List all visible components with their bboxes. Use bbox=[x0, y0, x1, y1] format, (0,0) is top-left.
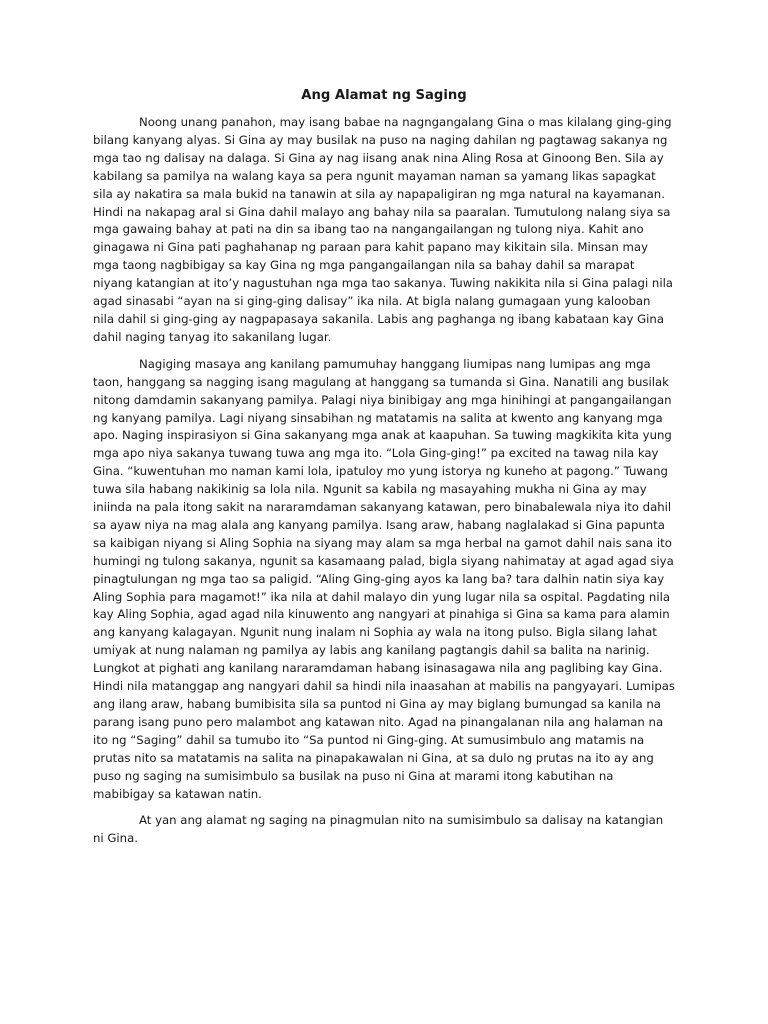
document-title: Ang Alamat ng Saging bbox=[301, 88, 467, 103]
paragraph-3: At yan ang alamat ng saging na pinagmulan nito na sumisimbulo sa dalisay na katangian ni Gina. bbox=[93, 813, 664, 846]
document-body bbox=[93, 86, 675, 857]
paragraph-2: Nagiging masaya ang kanilang pamumuhay hanggang liumipas nang lumipas ang mga taon, hanggang sa nagging isang magulang at hanggang sa tumanda si Gina. Nanatili ang busilak nitong damdamin sakanyang pamilya. Palagi niya binibigay ang mga hinihingi at pangangailangan ng kanyang pamilya. Lagi niyang sinsabihan ng matatamis na salita at kwento ang kanyang mga apo. Naging inspirasiyon si Gina sakanyang mga anak at kaapuhan. Sa tuwing magkikita kita yung mga apo niya sakanya tuwang tuwa ang mga ito. “Lola Ging-ging!” pa excited na tawag nila kay Gina. “kuwentuhan mo naman kami lola, ipatuloy mo yung istorya ng kuneho at pagong.” Tuwang tuwa sila habang nakikinig sa lola nila. Ngunit sa kabila ng masayahing mukha ni Gina ay may iniinda na pala itong sakit na nararamdaman sakanyang katawan, pero binabalewala niya ito dahil sa ayaw niya na mag alala ang kanyang pamilya. Isang araw, habang naglalakad si Gina papunta sa kaibigan niyang si Aling Sophia na siyang may alam sa mga herbal na gamot dahil nais sana ito humingi ng tulong sakanya, ngunit sa kasamaang palad, bigla siyang nahimatay at agad agad siya pinagtulungan ng mga tao sa paligid. “Aling Ging-ging ayos ka lang ba? tara dalhin natin siya kay Aling Sophia para magamot!” ika nila at dahil malayo din yung lugar nila sa ospital. Pagdating nila kay Aling Sophia, agad agad nila kinuwento ang nangyari at pinahiga si Gina sa kama para alamin ang kanyang kalagayan. Ngunit nung inalam ni Sophia ay wala na itong pulso. Bigla silang lahat umiyak at nung nalaman ng pamilya ay labis ang kanilang pagtangis dahil sa balita na narinig. Lungkot at pighati ang kanilang nararamdaman habang isinasagawa nila ang paglibing kay Gina. Hindi nila matanggap ang nangyari dahil sa hindi nila inaasahan at mabilis na pangyayari. Lumipas ang ilang araw, habang bumibisita sila sa puntod ni Gina ay may biglang bumungad sa kanila na parang isang puno pero malambot ang katawan nito. Agad na pinangalanan nila ang halaman na ito ng “Saging” dahil sa tumubo ito “Sa puntod ni Ging-ging. At sumusimbulo ang matamis na prutas nito sa matatamis na salita na pinapakawalan ni Gina, at sa dulo ng prutas na ito ay ang puso ng saging na sumisimbulo sa busilak na puso ni Gina at marami itong kabutihan na mabibigay sa katawan natin. bbox=[93, 356, 676, 801]
paragraph-1: Noong unang panahon, may isang babae na nagngangalang Gina o mas kilalang ging-ging bilang kanyang alyas. Si Gina ay may busilak na puso na naging dahilan ng pagtawag sakanya ng mga tao ng dalisay na dalaga. Si Gina ay nag iisang anak nina Aling Rosa at Ginoong Ben. Sila ay kabilang sa pamilya na walang kaya sa pera ngunit mayaman naman sa yamang likas sapagkat sila ay nakatira sa mala bukid na tanawin at sila ay napapaligiran ng mga natural na kayamanan. Hindi na nakapag aral si Gina dahil malayo ang bahay nila sa paaralan. Tumutulong nalang siya sa mga gawaing bahay at pati na din sa ibang tao na nangangailangan ng tulong niya. Kahit ano ginagawa ni Gina pati paghahanap ng paraan para kahit papano may kikitain sila. Minsan may mga taong nagbibigay sa kay Gina ng mga pangangailangan nila sa bahay dahil sa marapat niyang katangian at ito’y nagustuhan nga mga tao sakanya. Tuwing nakikita nila si Gina palagi nila agad sinasabi “ayan na si ging-ging dalisay” ika nila. At bigla nalang gumagaan yung kalooban nila dahil si ging-ging ay nagpapasaya sakanila. Labis ang paghanga ng ibang kabataan kay Gina dahil naging tanyag ito sakanilang lugar. bbox=[93, 115, 673, 344]
